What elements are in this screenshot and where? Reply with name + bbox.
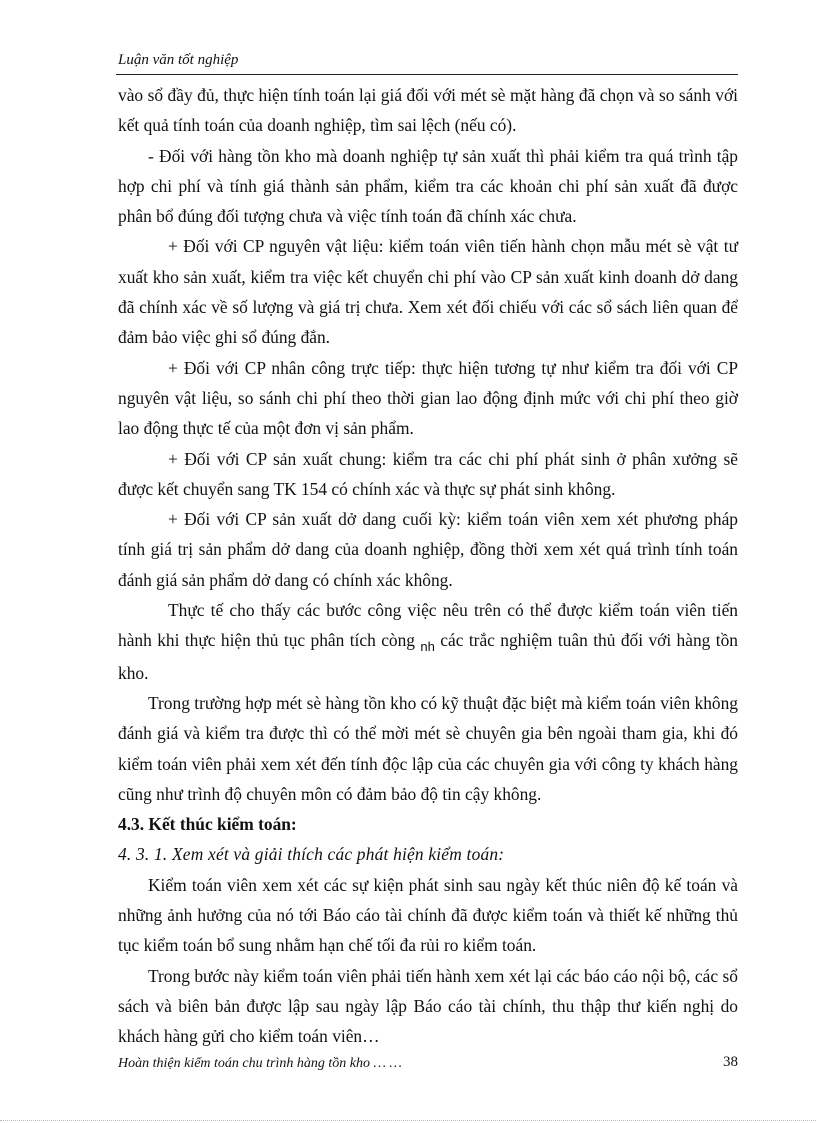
running-header: Luận văn tốt nghiệp (118, 52, 239, 68)
paragraph: - Đối với hàng tồn kho mà doanh nghiệp tự sản xuất thì phải kiểm tra quá trình tập hợp chi phí và tính giá thành sản phẩm, kiểm tra các khoản chi phí sản xuất đã được phân bổ đúng đối tượng chưa và việc tính toán đã chính xác chưa. (118, 145, 738, 227)
paragraph: Trong bước này kiểm toán viên phải tiến hành xem xét lại các báo cáo nội bộ, các sổ sách và biên bản được lập sau ngày lập Báo cáo tài chính, thu thập thư kiến nghị do khách hàng gửi cho kiểm toán viên… (118, 965, 738, 1047)
list-item-direct-labor: + Đối với CP nhân công trực tiếp: thực hiện tương tự như kiểm tra đối với CP nguyên vật liệu, so sánh chi phí theo thời gian lao động định mức với chi phí theo giờ lao động thực tế của một đơn vị sản phẩm. (118, 357, 738, 439)
page-bottom-divider (0, 1120, 816, 1121)
list-item-overhead: + Đối với CP sản xuất chung: kiểm tra các chi phí phát sinh ở phân xưởng sẽ được kết chuyển sang TK 154 có chính xác và thực sự phát sinh không. (118, 448, 738, 499)
paragraph (118, 595, 738, 688)
paragraph: Kiểm toán viên xem xét các sự kiện phát sinh sau ngày kết thúc niên độ kế toán và những ảnh hưởng của nó tới Báo cáo tài chính đã được kiểm toán và thiết kế những thủ tục kiểm toán bổ sung nhằm hạn chế tối đa rủi ro kiểm toán. (118, 874, 738, 956)
paragraph: Trong trường hợp mét sè hàng tồn kho có kỹ thuật đặc biệt mà kiểm toán viên không đánh giá và kiểm tra được thì có thể mời mét sè chuyên gia bên ngoài tham gia, khi đó kiểm toán viên phải xem xét đến tính độc lập của các chuyên gia với công ty khách hàng cũng như trình độ chuyên môn có đảm bảo độ tin cậy không. (118, 692, 738, 804)
subsection-heading: 4. 3. 1. Xem xét và giải thích các phát hiện kiểm toán: (118, 844, 505, 865)
section-heading: 4.3. Kết thúc kiểm toán: (118, 814, 297, 835)
paragraph-text: các trắc nghiệm tuân thủ đối với hàng tồn kho. (118, 630, 738, 683)
paragraph: vào sổ đầy đủ, thực hiện tính toán lại giá đối với mét sè mặt hàng đã chọn và so sánh với kết quả tính toán của doanh nghiệp, tìm sai lệch (nếu có). (118, 85, 738, 136)
list-item-wip: + Đối với CP sản xuất dở dang cuối kỳ: kiểm toán viên xem xét phương pháp tính giá trị sản phẩm dở dang của doanh nghiệp, đồng thời xem xét quá trình tính toán đánh giá sản phẩm dở dang có chính xác không. (118, 509, 738, 590)
page-number: 38 (723, 1054, 738, 1070)
paragraph-text: Thực tế cho thấy các bước công việc nêu trên có thể được kiểm toán viên tiến hành khi thực hiện thủ tục phân tích còng (118, 600, 738, 651)
header-divider (116, 74, 738, 75)
running-footer: Hoàn thiện kiểm toán chu trình hàng tồn kho … … (118, 1056, 402, 1071)
document-body (118, 80, 738, 1052)
inline-fragment: nh (420, 639, 435, 655)
list-item-raw-material: + Đối với CP nguyên vật liệu: kiểm toán viên tiến hành chọn mẫu mét sè vật tư xuất kho sản xuất, kiểm tra việc kết chuyển chi phí vào CP sản xuất kinh doanh dở dang đã chính xác về số lượng và giá trị chưa. Xem xét đối chiếu với các sổ sách liên quan để đảm bảo việc ghi sổ đúng đắn. (118, 236, 738, 348)
